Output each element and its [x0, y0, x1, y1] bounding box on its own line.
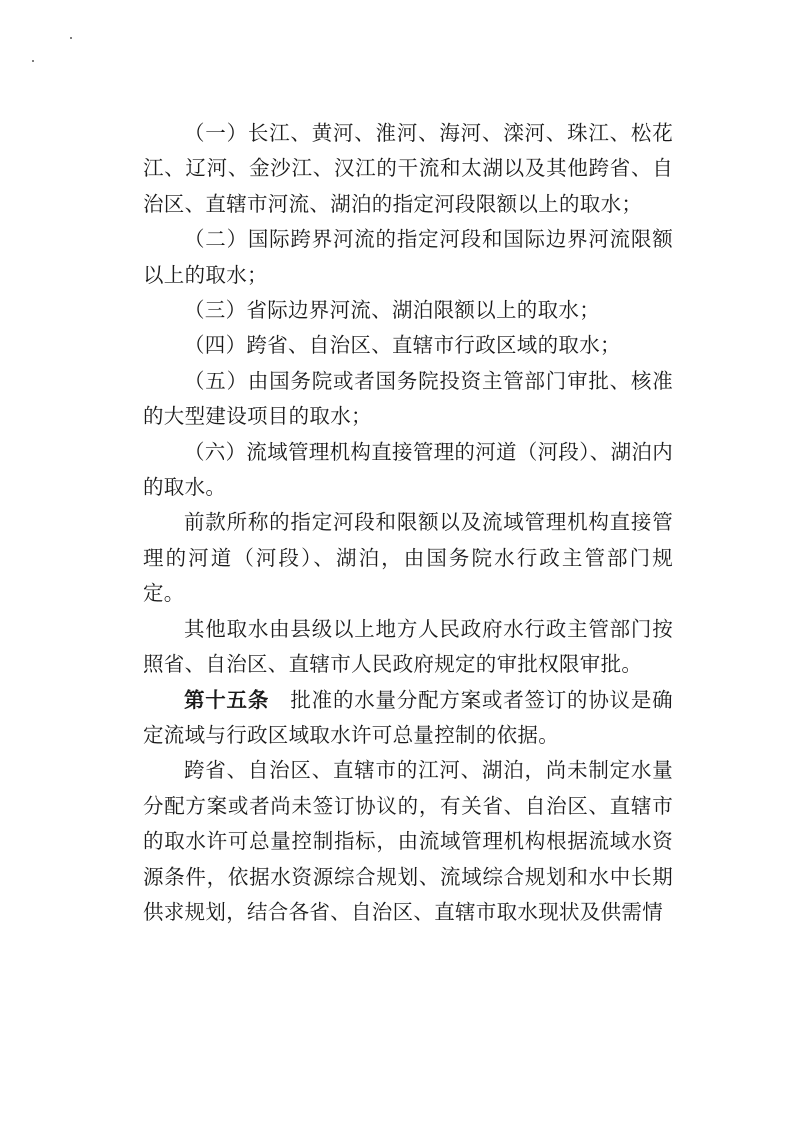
article-15 [143, 683, 673, 754]
paragraph-item-1: （一）长江、黄河、淮河、海河、滦河、珠江、松花江、辽河、金沙江、汉江的干流和太湖以及其他跨省、自治区、直辖市河流、湖泊的指定河段限额以上的取水； [143, 121, 673, 216]
article-15-heading: 第十五条 [184, 687, 270, 712]
paragraph-other-approval: 其他取水由县级以上地方人民政府水行政主管部门按照省、自治区、直辖市人民政府规定的审批权限审批。 [143, 616, 673, 677]
paragraph-designated-sections: 前款所称的指定河段和限额以及流域管理机构直接管理的河道（河段）、湖泊，由国务院水行政主管部门规定。 [143, 510, 673, 606]
paragraph-item-5: （五）由国务院或者国务院投资主管部门审批、核准的大型建设项目的取水； [143, 368, 673, 429]
document-body [143, 116, 673, 930]
paragraph-cross-province: 跨省、自治区、直辖市的江河、湖泊，尚未制定水量分配方案或者尚未签订协议的，有关省、自治区、直辖市的取水许可总量控制指标，由流域管理机构根据流域水资源条件，依据水资源综合规划、流域综合规划和水中长期供求规划，结合各省、自治区、直辖市取水现状及供需情 [143, 758, 673, 924]
paragraph-item-3: （三）省际边界河流、湖泊限额以上的取水； [184, 298, 600, 323]
paragraph-item-4: （四）跨省、自治区、直辖市行政区域的取水； [184, 333, 621, 358]
article-15-text: 批准的水量分配方案或者签订的协议是确定流域与行政区域取水许可总量控制的依据。 [143, 687, 673, 747]
scan-speck [70, 37, 72, 39]
paragraph-item-2: （二）国际跨界河流的指定河段和国际边界河流限额以上的取水； [143, 227, 673, 287]
scan-speck [32, 60, 34, 62]
paragraph-item-6: （六）流域管理机构直接管理的河道（河段）、湖泊内的取水。 [143, 439, 673, 500]
